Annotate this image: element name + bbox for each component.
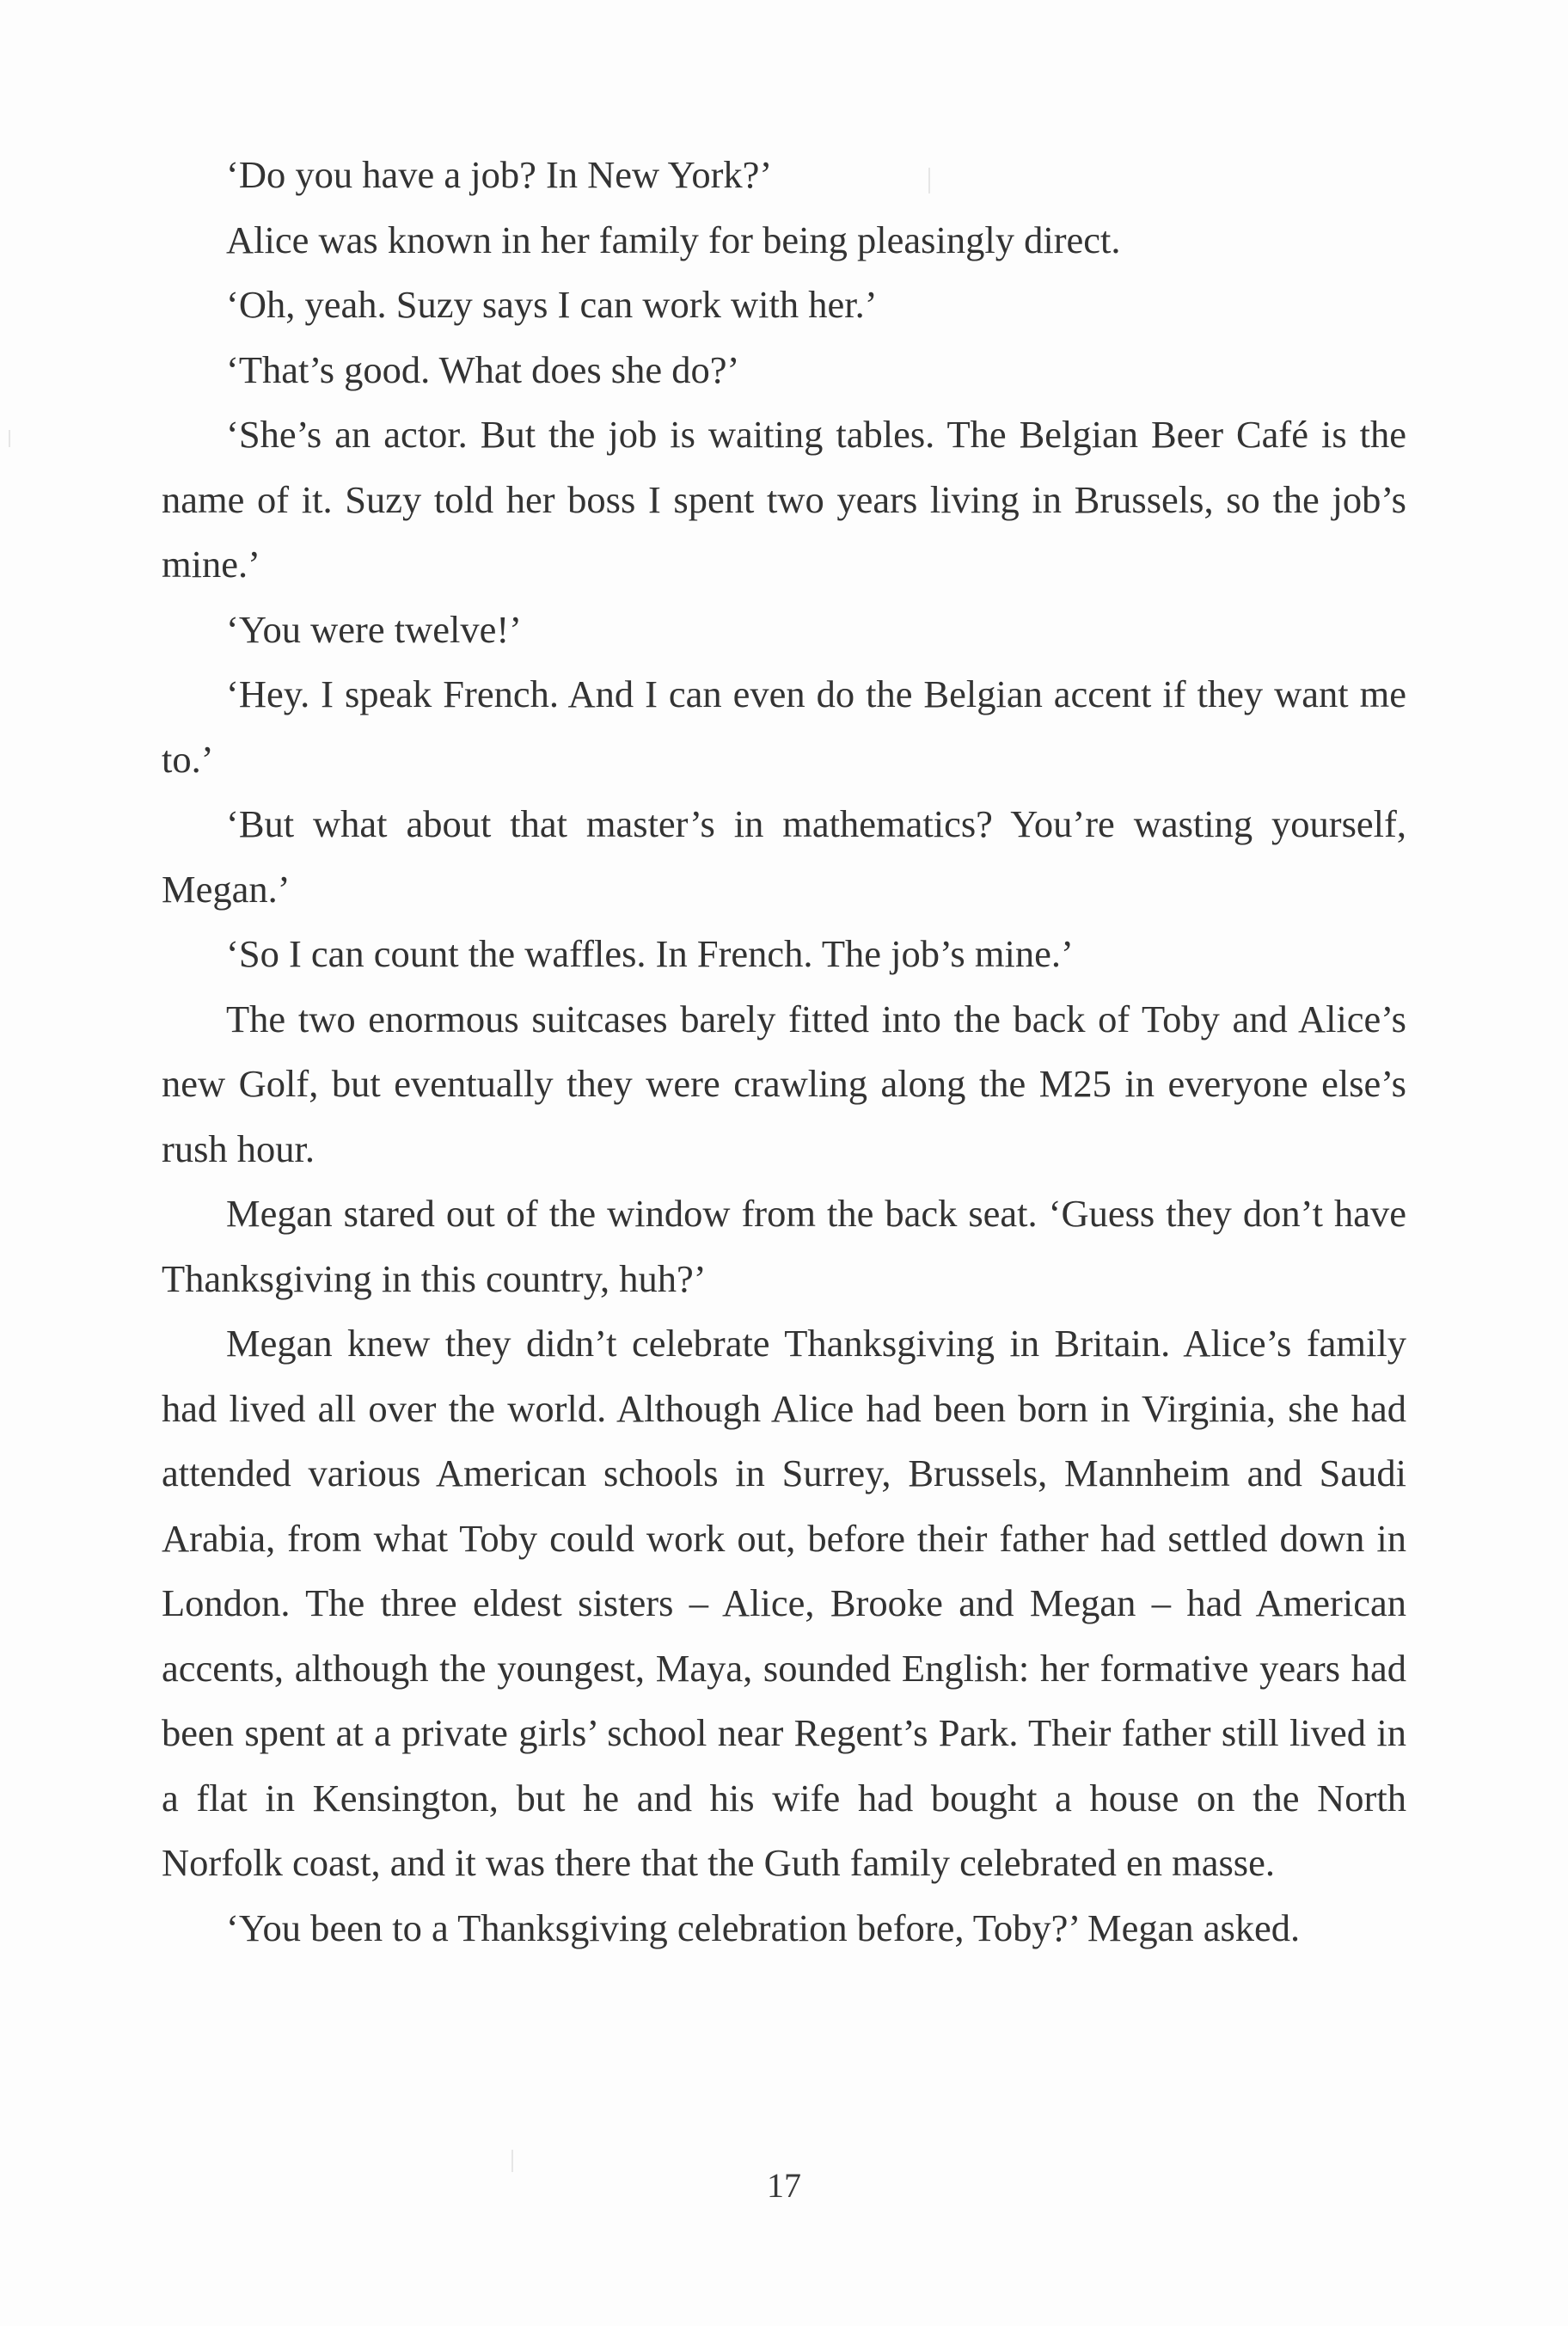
scan-speck bbox=[511, 2150, 513, 2172]
paragraph-4: ‘That’s good. What does she do?’ bbox=[226, 347, 740, 391]
paragraph-3: ‘Oh, yeah. Suzy says I can work with her.’ bbox=[226, 283, 878, 326]
paragraph-6: ‘You were twelve!’ bbox=[226, 607, 522, 651]
paragraph-10: The two enormous suitcases barely fitted into the back of Toby and Alice’s new Golf, but eventually they were crawling along the M25 in everyone else’s rush hour. bbox=[162, 997, 1406, 1170]
paragraph-12: Megan knew they didn’t celebrate Thanksgiving in Britain. Alice’s family had lived all over the world. Although Alice had been born in Virginia, she had attended various American schools in Surrey, Brussels, Mannheim and Saudi Arabia, from what Toby could work out, before their father had settled down in London. The three eldest sisters – Alice, Brooke and Megan – had American accents, although the youngest, Maya, sounded English: her formative years had been spent at a private girls’ school near Regent’s Park. Their father still lived in a flat in Kensington, but he and his wife had bought a house on the North Norfolk coast, and it was there that the Guth family celebrated en masse. bbox=[162, 1322, 1406, 1884]
paragraph-7: ‘Hey. I speak French. And I can even do the Belgian accent if they want me to.’ bbox=[162, 672, 1406, 781]
scan-speck bbox=[928, 168, 930, 193]
page-number: 17 bbox=[767, 2166, 801, 2205]
body-text bbox=[162, 143, 1406, 1961]
paragraph-1: ‘Do you have a job? In New York?’ bbox=[226, 153, 773, 196]
paragraph-2: Alice was known in her family for being pleasingly direct. bbox=[226, 218, 1121, 261]
scan-speck bbox=[9, 430, 10, 447]
paragraph-11: Megan stared out of the window from the back seat. ‘Guess they don’t have Thanksgiving in this country, huh?’ bbox=[162, 1192, 1406, 1300]
paragraph-8: ‘But what about that master’s in mathematics? You’re wasting yourself, Megan.’ bbox=[162, 802, 1406, 911]
paragraph-5: ‘She’s an actor. But the job is waiting tables. The Belgian Beer Café is the name of it. Suzy told her boss I spent two years living in Brussels, so the job’s mine.’ bbox=[162, 413, 1406, 586]
paragraph-13: ‘You been to a Thanksgiving celebration before, Toby?’ Megan asked. bbox=[226, 1906, 1301, 1949]
paragraph-9: ‘So I can count the waffles. In French. The job’s mine.’ bbox=[226, 932, 1074, 975]
